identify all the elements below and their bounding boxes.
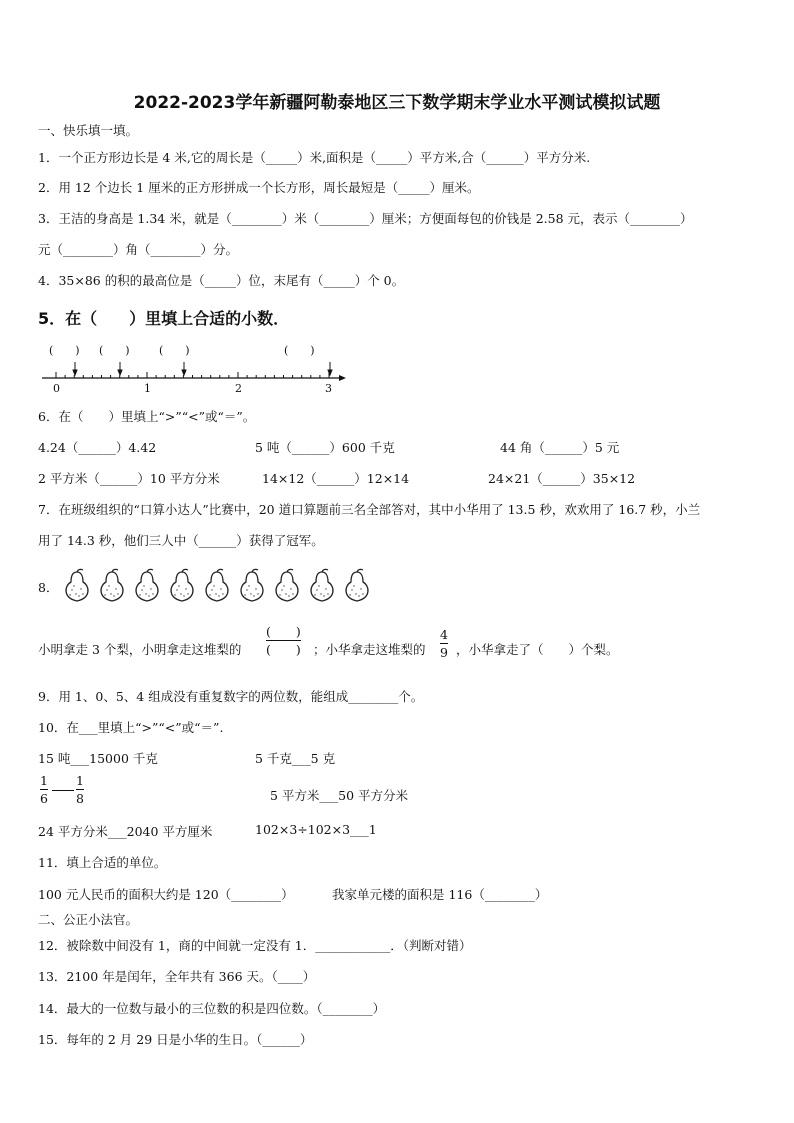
question-7-line-1: 7．在班级组织的“口算小达人”比赛中，20 道口算题前三名全部答对，其中小华用了 13.5 秒，欢欢用了 16.7 秒，小兰: [38, 502, 701, 517]
q10-frac-right-numerator: 1: [76, 773, 84, 788]
question-3-line-1: 3．王洁的身高是 1.34 米，就是（________）米（________）厘米；方便面每包的价钱是 2.58 元，表示（________）: [38, 211, 693, 226]
tick-label-3: 3: [325, 382, 332, 395]
question-6: 6．在（ ）里填上“>”“<”或“＝”。: [38, 409, 256, 424]
question-1: 1．一个正方形边长是 4 米,它的周长是（_____）米,面积是（_____）平方米,合（______）平方分米.: [38, 150, 591, 165]
q10-frac-right-denominator: 8: [76, 791, 84, 806]
pear-icon: [132, 568, 162, 604]
numline-bracket-3: ( ): [159, 344, 190, 357]
q10-item-a: 15 吨___15000 千克: [38, 751, 158, 766]
question-5: 5．在（ ）里填上合适的小数．: [38, 309, 290, 328]
pear-icon: [272, 568, 302, 604]
page-title: 2022-2023学年新疆阿勒泰地区三下数学期末学业水平测试模拟试题: [133, 93, 661, 113]
q8-frac2-denominator: 9: [440, 645, 448, 660]
q8-frac1-numerator: ( ): [266, 624, 301, 639]
pear-row: [62, 568, 372, 604]
tick-label-0: 0: [53, 382, 60, 395]
question-9: 9．用 1、0、5、4 组成没有重复数字的两位数，能组成________个。: [38, 689, 424, 704]
pear-icon: [202, 568, 232, 604]
pear-icon: [62, 568, 92, 604]
q10-frac-left-denominator: 6: [40, 791, 48, 806]
q6-item-6: 24×21（______）35×12: [488, 471, 636, 486]
pear-icon: [307, 568, 337, 604]
q8-frac1-denominator: ( ): [266, 642, 301, 657]
pear-icon: [237, 568, 267, 604]
q6-item-1: 4.24（______）4.42: [38, 440, 157, 455]
section-2-heading: 二、公正小法官。: [38, 912, 139, 927]
question-13: 13．2100 年是闰年，全年共有 366 天。（____）: [38, 969, 316, 984]
section-1-heading: 一、快乐填一填。: [38, 123, 139, 138]
question-3-line-2: 元（________）角（________）分。: [38, 242, 239, 257]
q8-text-2: ；小华拿走这堆梨的: [313, 642, 426, 657]
q10-item-e: 102×3÷102×3___1: [255, 822, 377, 837]
q10-fraction-left: [40, 773, 48, 806]
question-14: 14．最大的一位数与最小的三位数的积是四位数。（________）: [38, 1001, 386, 1016]
q10-item-c: 5 平方米___50 平方分米: [270, 788, 409, 803]
question-12: 12．被除数中间没有 1，商的中间就一定没有 1．____________．（判断对错）: [38, 938, 472, 953]
pear-icon: [167, 568, 197, 604]
number-line-axis: [38, 358, 358, 398]
question-8-label: 8．: [38, 580, 59, 595]
question-4: 4．35×86 的积的最高位是（_____）位，末尾有（_____）个 0。: [38, 273, 405, 288]
q11-item-b: 我家单元楼的面积是 116（________）: [332, 887, 548, 902]
question-15: 15．每年的 2 月 29 日是小华的生日。（______）: [38, 1032, 313, 1047]
numline-bracket-4: ( ): [284, 344, 315, 357]
q6-item-4: 2 平方米（______）10 平方分米: [38, 471, 220, 486]
question-2: 2．用 12 个边长 1 厘米的正方形拼成一个长方形，周长最短是（_____）厘米。: [38, 180, 480, 195]
numline-bracket-1: ( ): [49, 344, 80, 357]
q8-fraction-2: [440, 627, 448, 660]
q8-text-1: 小明拿走 3 个梨，小明拿走这堆梨的: [38, 642, 242, 657]
numline-bracket-2: ( ): [99, 344, 130, 357]
pear-icon: [342, 568, 372, 604]
q8-frac2-numerator: 4: [440, 627, 448, 642]
q10-item-d: 24 平方分米___2040 平方厘米: [38, 824, 213, 839]
question-10: 10．在___里填上“>”“<”或“＝”.: [38, 720, 224, 735]
tick-label-2: 2: [235, 382, 242, 395]
q10-fraction-right: [76, 773, 84, 806]
tick-label-1: 1: [144, 382, 151, 395]
q10-frac-left-numerator: 1: [40, 773, 48, 788]
question-7-line-2: 用了 14.3 秒，他们三人中（______）获得了冠军。: [38, 533, 324, 548]
pear-icon: [97, 568, 127, 604]
q10-blank-line: [52, 790, 74, 791]
q8-text-3: ，小华拿走了（ ）个梨。: [456, 642, 619, 657]
q8-fraction-1: [266, 624, 301, 657]
question-11: 11．填上合适的单位。: [38, 855, 167, 870]
q11-item-a: 100 元人民币的面积大约是 120（________）: [38, 887, 294, 902]
q6-item-3: 44 角（______）5 元: [500, 440, 620, 455]
q10-item-b: 5 千克___5 克: [255, 751, 336, 766]
q6-item-5: 14×12（______）12×14: [262, 471, 410, 486]
q6-item-2: 5 吨（______）600 千克: [255, 440, 395, 455]
